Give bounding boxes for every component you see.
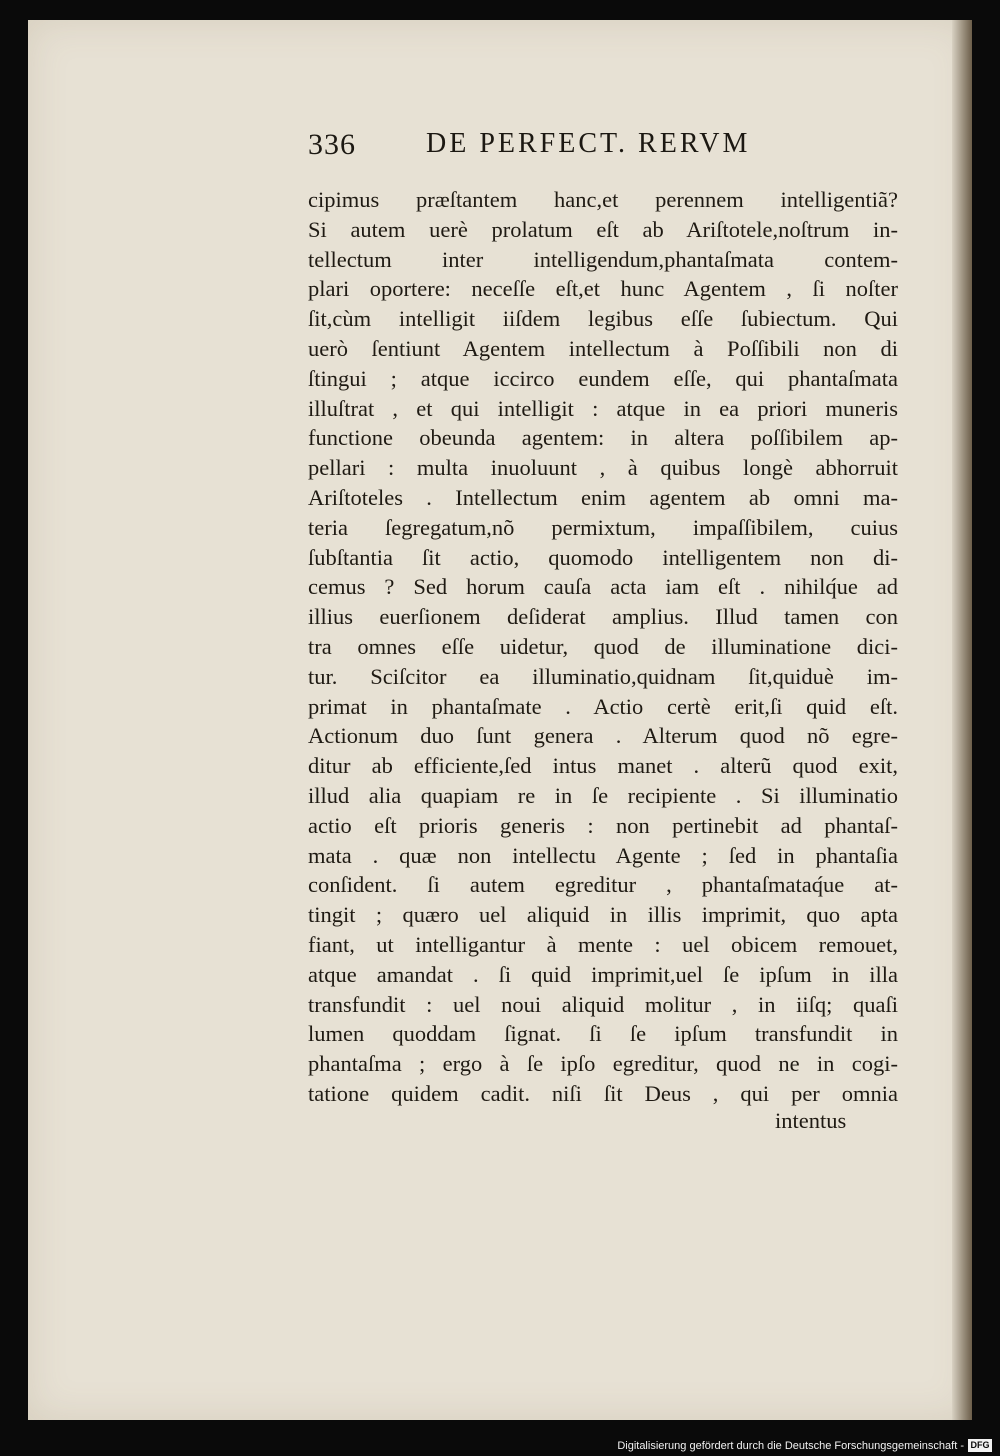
text-line: Ariſtoteles . Intellectum enim agentem ab omni ma- <box>308 484 898 510</box>
show-through-margin <box>212 505 292 745</box>
text-line: lumen quoddam ſignat. ſi ſe ipſum transfundit in <box>308 1021 898 1047</box>
page-header <box>308 128 828 168</box>
text-line: functione obeunda agentem: in altera poſſibilem ap- <box>308 425 898 451</box>
page-gutter-shadow <box>952 20 972 1420</box>
text-line: illius euerſionem deſiderat amplius. Illud tamen con <box>308 604 898 630</box>
text-line: illud alia quapiam re in ſe recipiente . Si illuminatio <box>308 782 898 808</box>
catchword: intentus <box>775 1108 847 1133</box>
text-line: Actionum duo ſunt genera . Alterum quod nõ egre- <box>308 723 898 749</box>
text-line: tellectum inter intelligendum,phantaſmata contem- <box>308 246 898 272</box>
text-line: cipimus præſtantem hanc,et perennem intelligentiã? <box>308 187 898 212</box>
text-line: primat in phantaſmate . Actio certè erit,ſi quid eſt. <box>308 693 898 719</box>
digitization-credit: Digitalisierung gefördert durch die Deutsche Forschungsgemeinschaft - <box>617 1440 964 1452</box>
text-line: tur. Sciſcitor ea illuminatio,quidnam ſit,quiduè im- <box>308 663 898 689</box>
text-line: illuſtrat , et qui intelligit : atque in ea priori muneris <box>308 395 898 421</box>
page-number: 336 <box>308 128 356 161</box>
text-line: conſident. ſi autem egreditur , phantaſmataq́ue at- <box>308 872 898 898</box>
text-line: pellari : multa inuoluunt , à quibus longè abhorruit <box>308 455 898 481</box>
text-line: fiant, ut intelligantur à mente : uel obicem remouet, <box>308 931 898 957</box>
text-line: ditur ab efficiente,ſed intus manet . alterũ quod exit, <box>308 753 898 779</box>
text-line: ſubſtantia ſit actio, quomodo intelligentem non di- <box>308 544 898 570</box>
running-head: DE PERFECT. RERVM <box>426 128 751 159</box>
text-line: cemus ? Sed horum cauſa acta iam eſt . nihilq́ue ad <box>308 574 898 600</box>
body-text <box>308 185 898 1109</box>
text-line: mata . quæ non intellectu Agente ; ſed in phantaſia <box>308 842 898 868</box>
text-line: plari oportere: neceſſe eſt,et hunc Agentem , ſi noſter <box>308 276 898 302</box>
text-line: tra omnes eſſe uidetur, quod de illuminatione dici- <box>308 633 898 659</box>
text-line: phantaſma ; ergo à ſe ipſo egreditur, quod ne in cogi- <box>308 1051 898 1077</box>
footer-bar <box>0 1420 1000 1456</box>
text-line: teria ſegregatum,nõ permixtum, impaſſibilem, cuius <box>308 514 898 540</box>
text-line: ſit,cùm intelligit iiſdem legibus eſſe ſubiectum. Qui <box>308 306 898 332</box>
text-line: Si autem uerè prolatum eſt ab Ariſtotele,noſtrum in- <box>308 216 898 242</box>
text-line: uerò ſentiunt Agentem intellectum à Poſſibili non di <box>308 335 898 361</box>
dfg-logo-icon: DFG <box>968 1439 992 1452</box>
text-line: actio eſt prioris generis : non pertinebit ad phantaſ- <box>308 812 898 838</box>
text-line: tatione quidem cadit. niſi ſit Deus , qui per omnia <box>308 1080 898 1106</box>
text-line: atque amandat . ſi quid imprimit,uel ſe ipſum in illa <box>308 961 898 987</box>
text-line: tingit ; quæro uel aliquid in illis imprimit, quo apta <box>308 902 898 928</box>
text-line: transfundit : uel noui aliquid molitur , in iiſq; quaſi <box>308 991 898 1017</box>
text-line: ſtingui ; atque iccirco eundem eſſe, qui phantaſmata <box>308 365 898 391</box>
